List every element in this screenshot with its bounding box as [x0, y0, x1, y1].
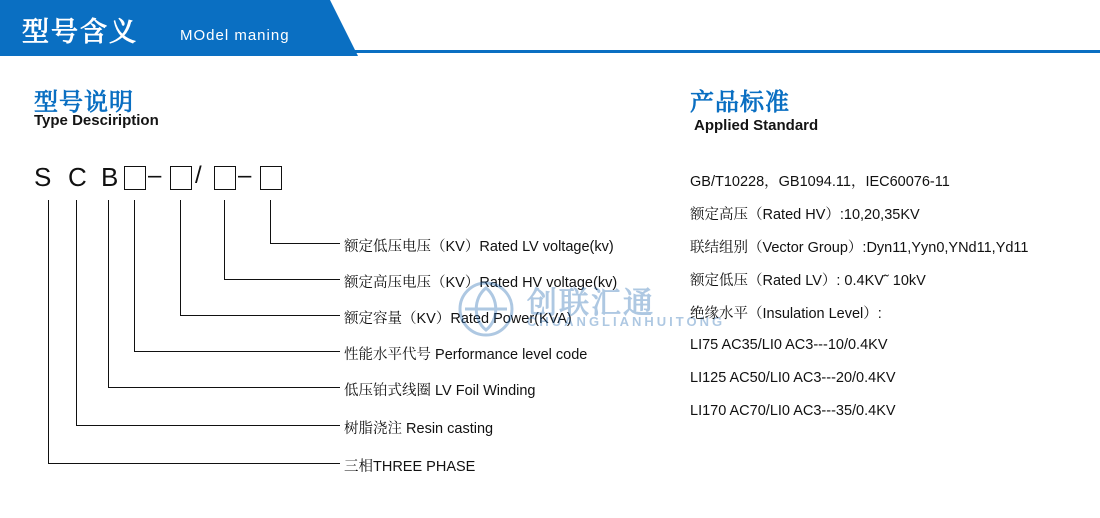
standard-line-8: LI170 AC70/LI0 AC3---35/0.4KV [690, 403, 896, 419]
standard-line-1: GB/T10228，GB1094.11，IEC60076-11 [690, 174, 950, 190]
code-box-performance [124, 166, 146, 190]
leader-hline-three-phase [48, 463, 340, 464]
leader-hline-rated-power [180, 315, 340, 316]
label-three-phase: 三相THREE PHASE [344, 459, 476, 475]
watermark-text-cn: 创联汇通 [527, 287, 655, 320]
standard-line-7: LI125 AC50/LI0 AC3---20/0.4KV [690, 370, 896, 386]
label-rated-lv-voltage: 额定低压电压（KV）Rated LV voltage(kv) [344, 239, 614, 255]
standard-line-6: LI75 AC35/LI0 AC3---10/0.4KV [690, 337, 888, 353]
standard-line-5: 绝缘水平（Insulation Level）: [690, 306, 882, 322]
code-box-rated-hv [214, 166, 236, 190]
header-underline [330, 50, 1100, 53]
code-slash: / [195, 162, 202, 189]
page-header [0, 0, 1100, 56]
type-description-title-en: Type Desciription [34, 112, 159, 129]
standard-line-3: 联结组别（Vector Group）:Dyn11,Yyn0,YNd11,Yd11 [690, 240, 1029, 256]
model-code-row [0, 152, 660, 198]
leader-vline-rated-lv [270, 200, 271, 244]
applied-standard-title-cn: 产品标准 [690, 89, 790, 116]
code-dash-2: – [238, 162, 252, 189]
code-letter-c: C [68, 162, 87, 192]
standard-line-4: 额定低压（Rated LV）: 0.4KV˜ 10kV [690, 273, 926, 289]
label-rated-power: 额定容量（KV）Rated Power(KVA) [344, 311, 572, 327]
label-rated-hv-voltage: 额定高压电压（KV）Rated HV voltage(kv) [344, 275, 618, 291]
code-letter-b: B [101, 162, 119, 192]
applied-standard-title-en: Applied Standard [694, 117, 819, 134]
code-letter-s: S [34, 162, 52, 192]
leader-hline-foil-winding [108, 387, 340, 388]
label-resin-casting: 树脂浇注 Resin casting [344, 421, 494, 437]
leader-vline-resin-casting [76, 200, 77, 426]
leader-hline-resin-casting [76, 425, 340, 426]
code-box-rated-power [170, 166, 192, 190]
leader-hline-rated-lv [270, 243, 340, 244]
leader-vline-foil-winding [108, 200, 109, 388]
code-box-rated-lv [260, 166, 282, 190]
header-title-en: MOdel maning [180, 27, 290, 44]
type-description-title-cn: 型号说明 [34, 89, 134, 116]
leader-vline-performance [134, 200, 135, 352]
leader-vline-rated-power [180, 200, 181, 316]
label-lv-foil-winding: 低压铂式线圈 LV Foil Winding [344, 383, 536, 399]
leader-hline-rated-hv [224, 279, 340, 280]
code-dash-1: – [148, 162, 162, 189]
standard-line-2: 额定高压（Rated HV）:10,20,35KV [690, 207, 920, 223]
header-title-cn: 型号含义 [22, 17, 138, 47]
label-performance-level-code: 性能水平代号 Performance level code [344, 347, 588, 363]
leader-hline-performance [134, 351, 340, 352]
watermark-text-en: CHUANGLIANHUITONG [527, 314, 726, 329]
leader-vline-rated-hv [224, 200, 225, 280]
leader-vline-three-phase [48, 200, 49, 464]
